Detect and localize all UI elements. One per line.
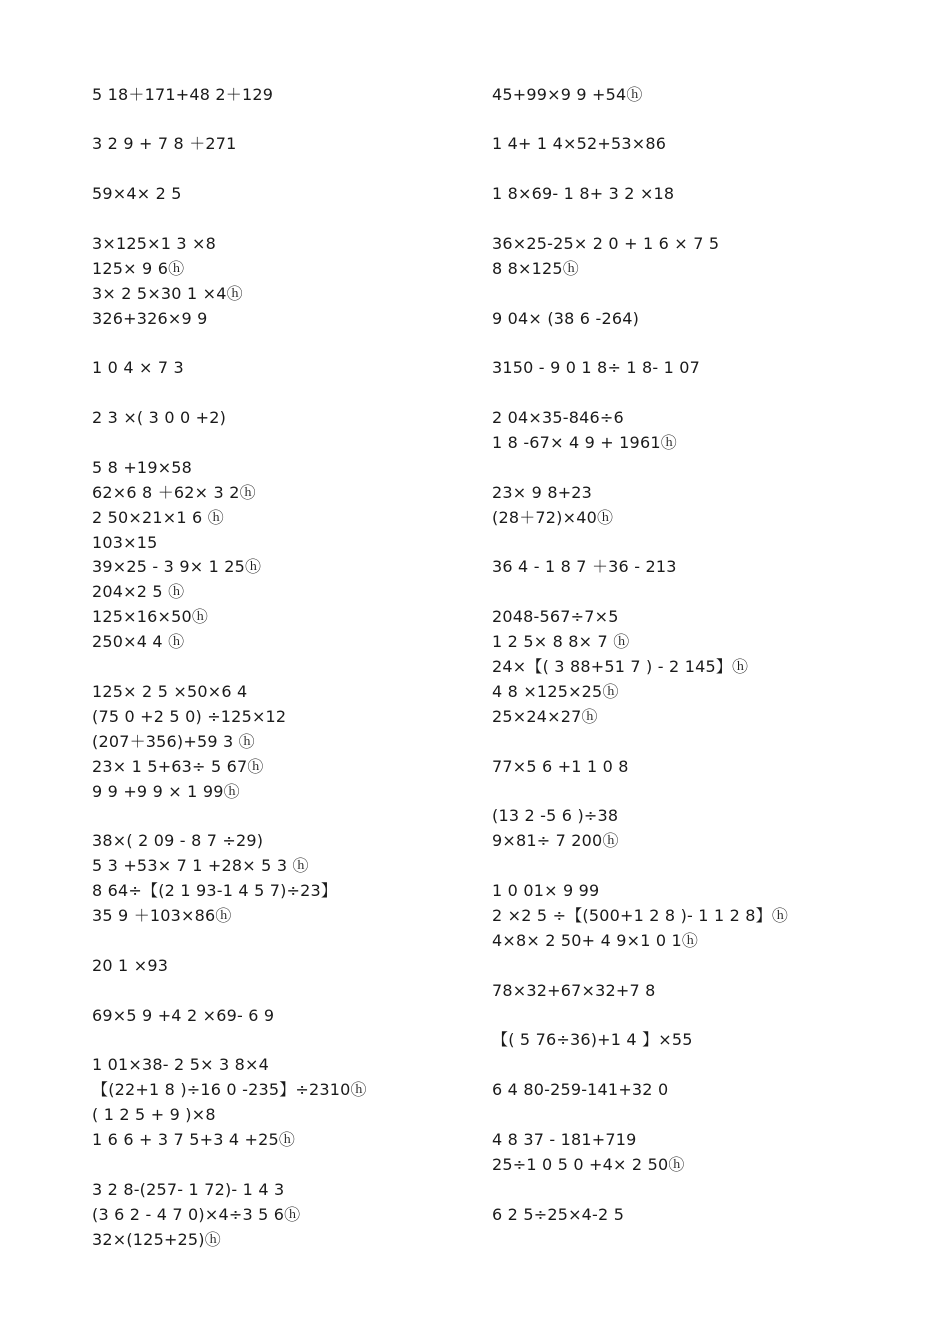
expression-line: 77×5 6 +1 1 0 8 [492,757,629,776]
expression-line: (28＋72)×40ⓗ [492,508,614,527]
expression-line: 1 2 5× 8 8× 7 ⓗ [492,632,630,651]
expression-line: 125×16×50ⓗ [92,607,209,626]
expression-line: (207＋356)+59 3 ⓗ [92,732,255,751]
expression-line: (3 6 2 - 4 7 0)×4÷3 5 6ⓗ [92,1205,301,1224]
expression-line: (75 0 +2 5 0) ÷125×12 [92,707,287,726]
expression-line: 6 4 80-259-141+32 0 [492,1080,669,1099]
expression-line: 125× 2 5 ×50×6 4 [92,682,248,701]
expression-line: 69×5 9 +4 2 ×69- 6 9 [92,1006,275,1025]
expression-line: 9 9 +9 9 × 1 99ⓗ [92,782,240,801]
expression-line: 9×81÷ 7 200ⓗ [492,831,619,850]
expression-line: 25÷1 0 5 0 +4× 2 50ⓗ [492,1155,685,1174]
expression-line: 6 2 5÷25×4-2 5 [492,1205,625,1224]
expression-line: 3150 - 9 0 1 8÷ 1 8- 1 07 [492,358,701,377]
expression-line: 45+99×9 9 +54ⓗ [492,85,643,104]
expression-line: 78×32+67×32+7 8 [492,981,656,1000]
expression-line: 3 2 9 + 7 8 ＋271 [92,134,237,153]
expression-line: 2 ×2 5 ÷【(500+1 2 8 )- 1 1 2 8】ⓗ [492,906,789,925]
expression-line: 3×125×1 3 ×8 [92,234,217,253]
expression-line: 25×24×27ⓗ [492,707,598,726]
expression-line: 1 0 01× 9 99 [492,881,600,900]
expression-line: 【(22+1 8 )÷16 0 -235】÷2310ⓗ [92,1080,367,1099]
expression-line: 4 8 37 - 181+719 [492,1130,637,1149]
expression-line: 2048-567÷7×5 [492,607,619,626]
expression-line: 2 50×21×1 6 ⓗ [92,508,224,527]
expression-line: 38×( 2 09 - 8 7 ÷29) [92,831,264,850]
expression-line: 【( 5 76÷36)+1 4 】×55 [492,1030,693,1049]
expression-line: 3 2 8-(257- 1 72)- 1 4 3 [92,1180,285,1199]
expression-line: 35 9 ＋103×86ⓗ [92,906,232,925]
expression-line: 20 1 ×93 [92,956,169,975]
expression-line: 5 18＋171+48 2＋129 [92,85,274,104]
expression-line: 1 4+ 1 4×52+53×86 [492,134,667,153]
expression-line: 39×25 - 3 9× 1 25ⓗ [92,557,262,576]
expression-line: 250×4 4 ⓗ [92,632,185,651]
expression-line: 4×8× 2 50+ 4 9×1 0 1ⓗ [492,931,699,950]
expression-line: 2 3 ×( 3 0 0 +2) [92,408,227,427]
expression-line: 1 8×69- 1 8+ 3 2 ×18 [492,184,675,203]
expression-line: 204×2 5 ⓗ [92,582,185,601]
expression-line: 59×4× 2 5 [92,184,182,203]
expression-line: 62×6 8 ＋62× 3 2ⓗ [92,483,256,502]
expression-line: 9 04× (38 6 -264) [492,309,640,328]
expression-line: 3× 2 5×30 1 ×4ⓗ [92,284,243,303]
expression-line: 4 8 ×125×25ⓗ [492,682,619,701]
expression-line: 5 8 +19×58 [92,458,193,477]
expression-line: 125× 9 6ⓗ [92,259,185,278]
expression-line: 1 01×38- 2 5× 3 8×4 [92,1055,270,1074]
expression-line: 5 3 +53× 7 1 +28× 5 3 ⓗ [92,856,309,875]
expression-line: 326+326×9 9 [92,309,208,328]
expression-line: 1 6 6 + 3 7 5+3 4 +25ⓗ [92,1130,296,1149]
expression-line: (13 2 -5 6 )÷38 [492,806,619,825]
expression-line: 23× 1 5+63÷ 5 67ⓗ [92,757,264,776]
expression-line: 8 64÷【(2 1 93-1 4 5 7)÷23】 [92,881,338,900]
expression-line: 23× 9 8+23 [492,483,593,502]
expression-line: 8 8×125ⓗ [492,259,579,278]
expression-line: 36 4 - 1 8 7 ＋36 - 213 [492,557,677,576]
expression-line: 2 04×35-846÷6 [492,408,624,427]
expression-line: 1 8 -67× 4 9 + 1961ⓗ [492,433,677,452]
expression-line: 32×(125+25)ⓗ [92,1230,221,1249]
expression-line: 36×25-25× 2 0 + 1 6 × 7 5 [492,234,720,253]
expression-line: 24×【( 3 88+51 7 ) - 2 145】ⓗ [492,657,749,676]
expression-line: 103×15 [92,533,158,552]
expression-line: ( 1 2 5 + 9 )×8 [92,1105,216,1124]
expression-line: 1 0 4 × 7 3 [92,358,184,377]
